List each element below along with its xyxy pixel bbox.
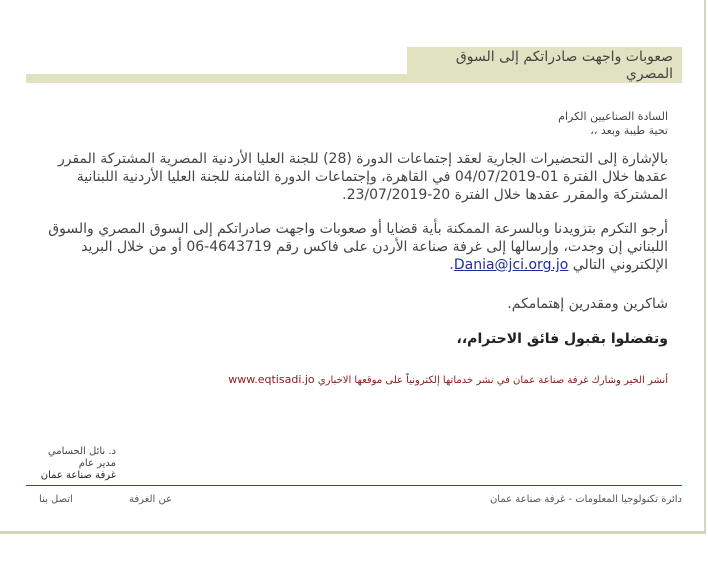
footer-about-link[interactable]: عن الغرفة xyxy=(129,494,173,505)
promo-site-link[interactable]: www.eqtisadi.jo xyxy=(228,373,315,386)
signature-block xyxy=(26,446,116,482)
signature-org: غرفة صناعة عمان xyxy=(40,470,116,481)
paragraph-1: بالإشارة إلى التحضيرات الجارية لعقد إجتماعات الدورة (28) للجنة العليا الأردنية المصرية المشتركة المقرر عقدها خلال الفترة 01-04/07/2019 في القاهرة، وإجتماعات الدورة الثامنة للجنة العليا الأردنية اللبنانية المشتركة والمقرر عقدها خلال الفترة 20-23/07/2019. xyxy=(57,151,668,203)
signature-role: مدير عام xyxy=(78,458,116,469)
paragraph-2-text: أرجو التكرم بتزويدنا وبالسرعة الممكنة بأية قضايا أو صعوبات واجهت صادراتكم إلى السوق المصري والسوق اللبناني إن وجدت، وإرسالها إلى غرفة صناعة الأردن على فاكس رقم 4643719-06 أو من خلال البريد الإلكتروني التالي xyxy=(48,221,668,273)
closing-line: وتفضلوا بقبول فائق الاحترام،، xyxy=(456,331,668,347)
email-link[interactable]: Dania@jci.org.jo xyxy=(453,257,569,273)
paragraph-2 xyxy=(26,220,668,274)
salutation: السادة الصناعيين الكرام xyxy=(558,110,668,123)
footer-department: دائرة تكنولوجيا المعلومات - غرفة صناعة عمان xyxy=(489,494,682,505)
footer-contact-link[interactable]: اتصل بنا xyxy=(39,494,73,505)
thanks-line: شاكرين ومقدرين إهتمامكم. xyxy=(507,296,668,312)
signature-name: د. نائل الحسامي xyxy=(47,446,116,457)
footer-divider xyxy=(26,485,682,486)
page-title: صعوبات واجهت صادراتكم إلى السوق المصري xyxy=(455,49,673,82)
greeting: تحية طيبة وبعد ،، xyxy=(590,124,668,137)
paragraph-2-end: . xyxy=(449,257,454,273)
salutation-block xyxy=(26,110,668,138)
promo-line xyxy=(158,373,668,388)
promo-text: أنشر الخير وشارك غرفة صناعة عمان في نشر خدماتها إلكترونياً على موقعها الاخباري xyxy=(317,375,668,386)
